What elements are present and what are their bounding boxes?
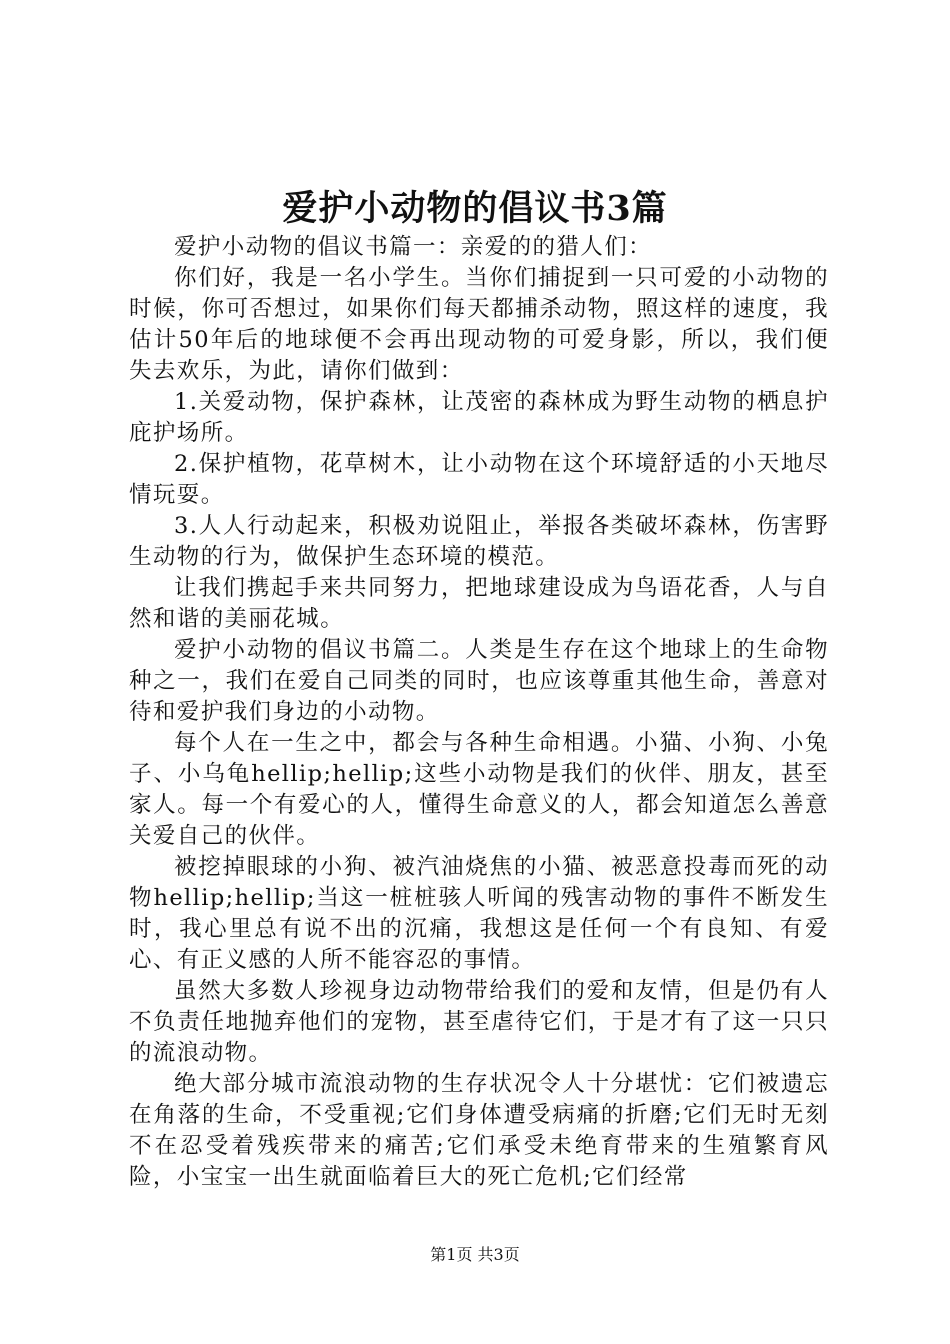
- paragraph: 被挖掉眼球的小狗、被汽油烧焦的小猫、被恶意投毒而死的动物hellip;hellip;当这一桩桩骇人听闻的残害动物的事件不断发生时，我心里总有说不出的沉痛，我想这是任何一个有良知、有爱心、有正义感的人所不能容忍的事情。: [129, 854, 829, 973]
- page-footer: 第1页 共3页: [430, 1245, 520, 1264]
- paragraph: 绝大部分城市流浪动物的生存状况令人十分堪忧：它们被遗忘在角落的生命，不受重视;它们身体遭受病痛的折磨;它们无时无刻不在忍受着残疾带来的痛苦;它们承受未绝育带来的生殖繁育风险，小宝宝一出生就面临着巨大的死亡危机;它们经常: [129, 1071, 829, 1190]
- paragraph: 每个人在一生之中，都会与各种生命相遇。小猫、小狗、小兔子、小乌龟hellip;hellip;这些小动物是我们的伙伴、朋友，甚至家人。每一个有爱心的人，懂得生命意义的人，都会知道怎么善意关爱自己的伙伴。: [129, 730, 829, 849]
- document-title: 爱护小动物的倡议书3篇: [282, 188, 668, 229]
- paragraph: 爱护小动物的倡议书篇二。人类是生存在这个地球上的生命物种之一，我们在爱自己同类的同时，也应该尊重其他生命，善意对待和爱护我们身边的小动物。: [129, 637, 829, 725]
- paragraph: 1.关爱动物，保护森林，让茂密的森林成为野生动物的栖息护庇护场所。: [129, 389, 829, 446]
- paragraph: 让我们携起手来共同努力，把地球建设成为鸟语花香，人与自然和谐的美丽花城。: [129, 575, 829, 632]
- paragraph: 虽然大多数人珍视身边动物带给我们的爱和友情，但是仍有人不负责任地抛弃他们的宠物，甚至虐待它们，于是才有了这一只只的流浪动物。: [129, 978, 829, 1066]
- paragraph: 你们好，我是一名小学生。当你们捕捉到一只可爱的小动物的时候，你可否想过，如果你们每天都捕杀动物，照这样的速度，我估计50年后的地球便不会再出现动物的可爱身影，所以，我们便失去欢乐，为此，请你们做到：: [129, 265, 829, 384]
- paragraph: 爱护小动物的倡议书篇一：亲爱的的猎人们：: [174, 234, 653, 260]
- paragraph: 3.人人行动起来，积极劝说阻止，举报各类破坏森林，伤害野生动物的行为，做保护生态环境的模范。: [129, 513, 829, 570]
- document-body: [129, 232, 829, 1193]
- paragraph: 2.保护植物，花草树木，让小动物在这个环境舒适的小天地尽情玩耍。: [129, 451, 829, 508]
